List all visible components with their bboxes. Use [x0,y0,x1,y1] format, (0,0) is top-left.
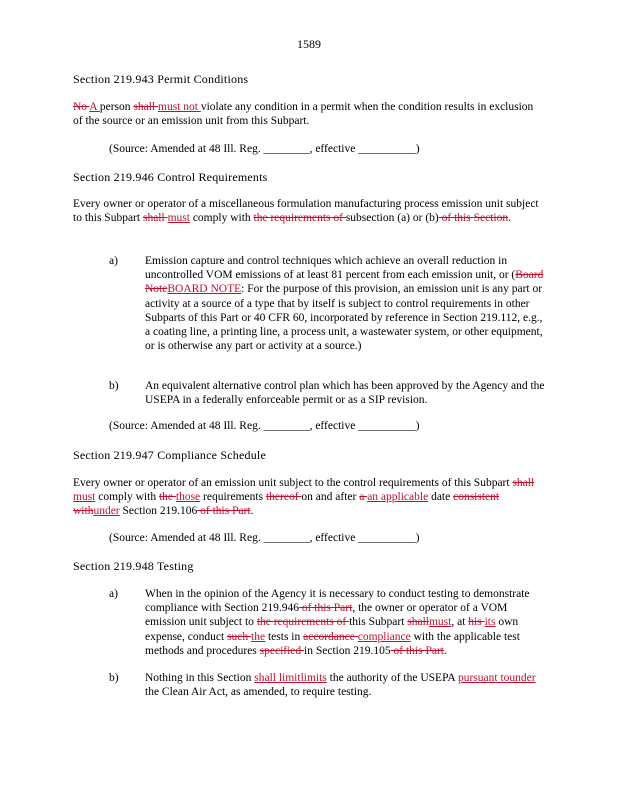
source-note-219-946: (Source: Amended at 48 Ill. Reg. ________, effective __________) [109,420,420,432]
deleted-text: shall [512,477,535,489]
text-run: on and after [301,491,360,504]
text-run: Nothing in this Section [145,672,255,684]
deleted-text: of this Part [197,505,251,518]
text-run: , the owner or operator of a VOM emission unit subject to [145,602,508,629]
text-run: . [443,644,447,657]
item-label: b) [109,672,119,684]
deleted-text: specified [259,644,305,657]
text-run: violate any condition in a permit when the condition results in exclusion of the source or an emission unit from this Subpart. [73,101,534,128]
item-label: a) [109,588,118,600]
inserted-text: must [73,491,96,504]
text-run: own expense, conduct [145,616,519,643]
deleted-text: shall [142,212,168,225]
inserted-text: pursuant to [457,672,510,684]
text-run: subsection (a) or (b) [345,212,439,225]
section-body-219-947 [73,476,543,519]
item-text [145,254,546,353]
text-run: the authority of the USEPA [326,672,458,684]
source-note-219-943: (Source: Amended at 48 Ill. Reg. ________, effective __________) [109,143,420,155]
section-heading-219-948: Section 219.948 Testing [73,559,194,573]
deleted-text: Board Note [145,269,544,296]
inserted-text: must [428,616,452,629]
text-run: : For the purpose of this provision, an emission unit is any part or activity at a source of a type that by itself is subject to control requirements in other Subparts of this Part or 40 CFR 60, incorporated by reference in Section 219.112, e.g., a coating line, a printing line, a process unit, a wastewater system, or other equipment, or is otherwise any part or activity at a source.) [145,283,543,353]
inserted-text: under [509,672,536,684]
text-run: with the applicable test methods and procedures [145,630,520,657]
text-run: When in the opinion of the Agency it is necessary to conduct testing to demonstrate compliance with Section 219.946 [145,588,530,615]
source-note-219-947: (Source: Amended at 48 Ill. Reg. ________, effective __________) [109,532,420,544]
section-heading-219-947: Section 219.947 Compliance Schedule [73,448,266,462]
inserted-text: compliance [357,630,411,643]
text-run: Emission capture and control techniques which achieve an overall reduction in uncontrolled VOM emissions of at least 81 percent from each emission unit, or ( [145,255,516,282]
inserted-text: the [251,630,266,643]
text-run: Every owner or operator of a miscellaneous formulation manufacturing process emission unit subject to this Subpart [73,198,539,225]
deleted-text: accordance [303,630,358,643]
deleted-text: the [158,491,176,504]
text-run: person [99,101,134,113]
deleted-text: such [227,630,252,643]
text-run: the Clean Air Act, as amended, to require testing. [145,686,372,699]
text-run: , at [451,616,469,629]
section-heading-219-946: Section 219.946 Control Requirements [73,170,268,184]
deleted-text: shall [407,616,429,629]
inserted-text: must not [158,101,201,113]
deleted-text: of this Section [438,212,509,225]
item-text [145,587,546,658]
section-body-219-946 [73,197,543,225]
text-run: Section 219.106 [119,505,198,518]
deleted-text: the requirements of [256,616,350,629]
text-run: comply with [95,491,159,504]
deleted-text: of this Part [390,644,444,657]
inserted-text: A [89,101,100,113]
text-run: comply with [189,212,254,225]
deleted-text: consistent with [73,491,500,518]
text-run: this Subpart [349,616,408,629]
deleted-text: his [468,616,485,629]
text-run: An equivalent alternative control plan which has been approved by the Agency and the USEPA in a federally enforceable permit or as a SIP revision. [145,380,545,407]
item-label: b) [109,380,119,392]
item-text [145,671,546,699]
inserted-text: limits [300,672,327,684]
inserted-text: an applicable [367,491,429,504]
deleted-text: of this Part [298,602,353,615]
deleted-text: shall [133,101,158,113]
item-label: a) [109,255,118,267]
item-text [145,379,546,407]
inserted-text: those [175,491,201,504]
deleted-text: No [73,101,90,113]
section-heading-219-943: Section 219.943 Permit Conditions [73,72,249,86]
inserted-text: BOARD NOTE [167,283,242,296]
page-number: 1589 [297,37,321,51]
text-run: date [428,491,454,504]
inserted-text: under [93,505,120,518]
inserted-text: must [167,212,190,225]
text-run: requirements [200,491,266,504]
text-run: in Section 219.105 [304,644,391,657]
inserted-text: its [484,616,496,629]
deleted-text: the requirements of [253,212,346,225]
deleted-text: thereof [265,491,302,504]
text-run: tests in [265,630,304,643]
deleted-text: a [359,491,368,504]
text-run: . [250,505,254,518]
text-run: Every owner or operator of an emission unit subject to the control requirements of this Subpart [73,477,513,489]
inserted-text: shall limit [254,672,301,684]
section-body-219-943 [73,100,543,128]
text-run: . [508,212,511,225]
